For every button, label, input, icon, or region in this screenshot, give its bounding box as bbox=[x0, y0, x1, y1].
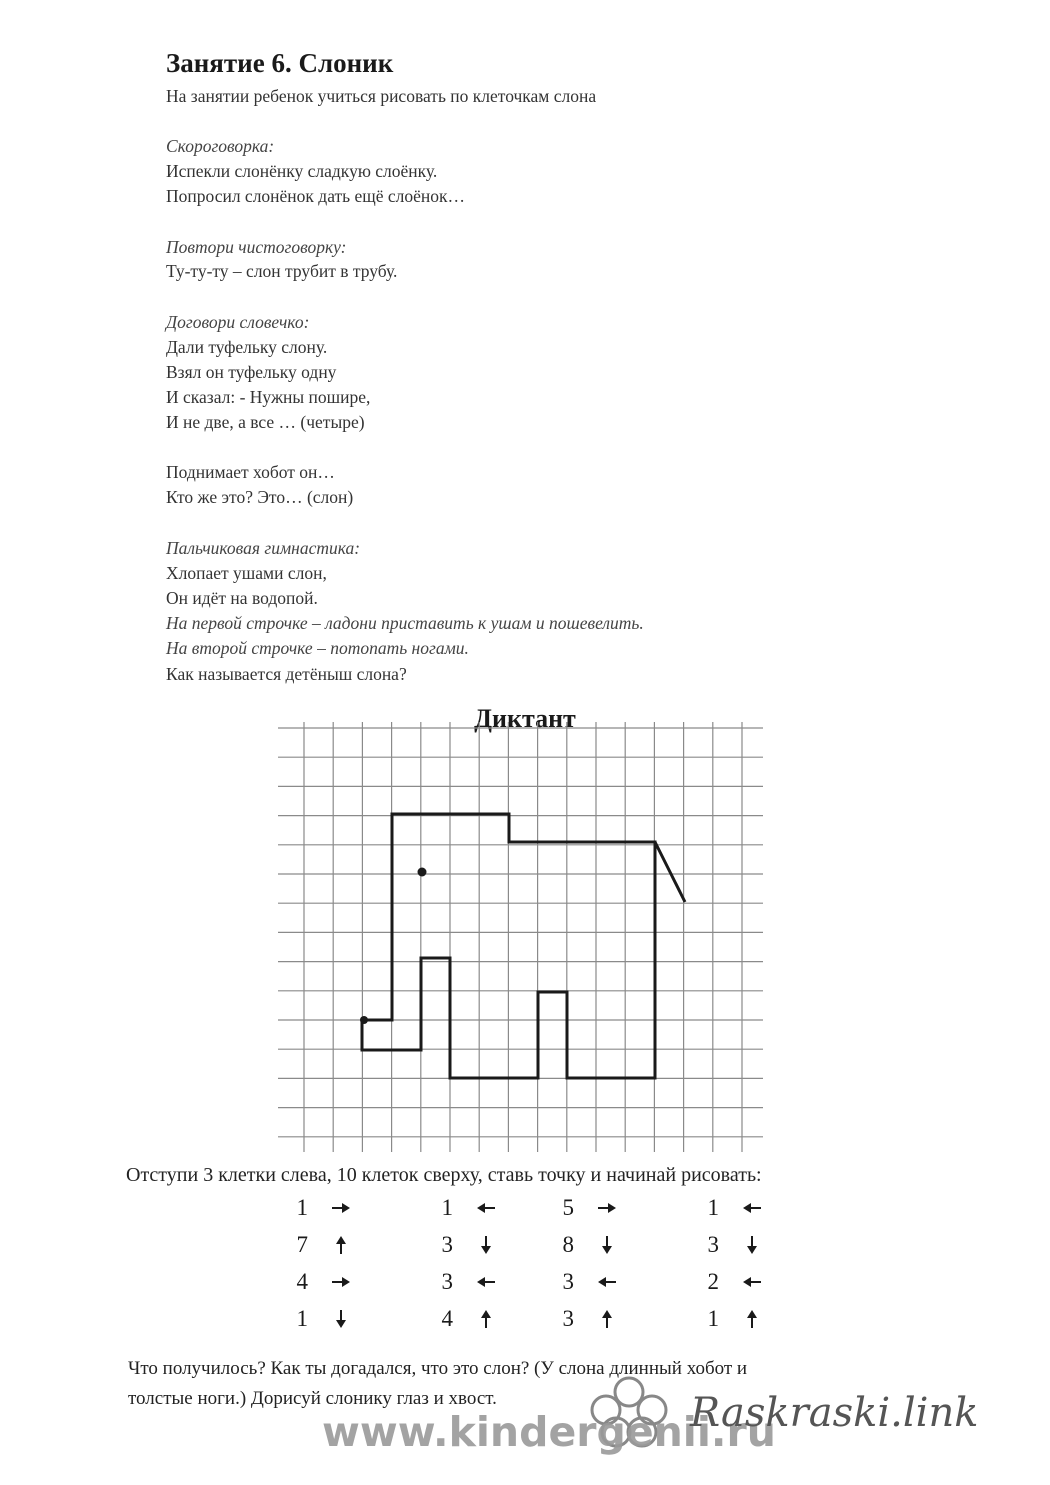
step-count: 3 bbox=[441, 1269, 453, 1294]
dictation-step bbox=[435, 1232, 497, 1258]
riddle-line: Кто же это? Это… (слон) bbox=[166, 487, 354, 507]
riddle-line: Поднимает хобот он… bbox=[166, 462, 335, 482]
dictation-step bbox=[556, 1306, 618, 1332]
arrow-up-icon bbox=[475, 1308, 497, 1330]
arrow-down-icon bbox=[330, 1308, 352, 1330]
dictation-step bbox=[701, 1269, 763, 1295]
lesson-question: Как называется детёныш слона? bbox=[166, 664, 407, 684]
finish-line: Дали туфельку слону. bbox=[166, 337, 328, 357]
dictation-step bbox=[435, 1269, 497, 1295]
tongue-twister-line: Испекли слонёнку сладкую слоёнку. bbox=[166, 161, 438, 181]
dictation-step bbox=[556, 1232, 618, 1258]
lesson-intro: На занятии ребенок учиться рисовать по клеточкам слона bbox=[166, 86, 597, 106]
arrow-left-icon bbox=[596, 1271, 618, 1293]
dictation-step bbox=[556, 1269, 618, 1295]
dictation-step bbox=[290, 1195, 352, 1221]
repeat-line: Ту-ту-ту – слон трубит в трубу. bbox=[166, 261, 398, 281]
arrow-right-icon bbox=[330, 1197, 352, 1219]
arrow-up-icon bbox=[596, 1308, 618, 1330]
finish-line: И сказал: - Нужны пошире, bbox=[166, 387, 371, 407]
dictation-step bbox=[701, 1306, 763, 1332]
step-count: 7 bbox=[296, 1232, 308, 1257]
arrow-down-icon bbox=[741, 1234, 763, 1256]
repeat-label: Повтори чистоговорку: bbox=[166, 237, 347, 257]
step-count: 1 bbox=[296, 1306, 308, 1331]
tongue-twister-label: Скороговорка: bbox=[166, 136, 275, 156]
step-count: 2 bbox=[707, 1269, 719, 1294]
brand-watermark: Raskraski.link bbox=[690, 1390, 979, 1436]
tongue-twister-line: Попросил слонёнок дать ещё слоёнок… bbox=[166, 186, 466, 206]
arrow-up-icon bbox=[330, 1234, 352, 1256]
finger-note: На второй строчке – потопать ногами. bbox=[166, 638, 469, 658]
finish-label: Договори словечко: bbox=[166, 312, 310, 332]
finger-line: Хлопает ушами слон, bbox=[166, 563, 327, 583]
dictation-step bbox=[435, 1195, 497, 1221]
dictation-step bbox=[290, 1306, 352, 1332]
step-count: 8 bbox=[562, 1232, 574, 1257]
finish-line: Взял он туфельку одну bbox=[166, 362, 337, 382]
step-count: 1 bbox=[296, 1195, 308, 1220]
lesson-title: Занятие 6. Слоник bbox=[166, 48, 394, 78]
dictation-step bbox=[290, 1269, 352, 1295]
arrow-up-icon bbox=[741, 1308, 763, 1330]
finger-line: Он идёт на водопой. bbox=[166, 588, 318, 608]
site-watermark: www.kindergenii.ru bbox=[322, 1408, 776, 1456]
step-count: 1 bbox=[441, 1195, 453, 1220]
start-dot bbox=[360, 1016, 368, 1024]
arrow-down-icon bbox=[596, 1234, 618, 1256]
step-count: 1 bbox=[707, 1306, 719, 1331]
followup-line: Что получилось? Как ты догадался, что это слон? (У слона длинный хобот и bbox=[128, 1358, 748, 1379]
step-count: 4 bbox=[296, 1269, 308, 1294]
graph-paper-grid bbox=[278, 722, 768, 1162]
arrow-left-icon bbox=[741, 1197, 763, 1219]
dictation-step bbox=[701, 1195, 763, 1221]
arrow-right-icon bbox=[330, 1271, 352, 1293]
grid-lines bbox=[278, 722, 763, 1152]
step-count: 5 bbox=[562, 1195, 574, 1220]
finger-note: На первой строчке – ладони приставить к ушам и пошевелить. bbox=[166, 613, 644, 633]
elephant-eye-dot bbox=[418, 868, 427, 877]
arrow-left-icon bbox=[741, 1271, 763, 1293]
finish-line: И не две, а все … (четыре) bbox=[166, 412, 365, 432]
dictation-step bbox=[556, 1195, 618, 1221]
step-count: 3 bbox=[441, 1232, 453, 1257]
followup-line: толстые ноги.) Дорисуй слонику глаз и хвост. bbox=[128, 1388, 497, 1409]
dictation-step bbox=[435, 1306, 497, 1332]
arrow-left-icon bbox=[475, 1271, 497, 1293]
arrow-right-icon bbox=[596, 1197, 618, 1219]
step-count: 3 bbox=[707, 1232, 719, 1257]
dictation-instruction: Отступи 3 клетки слева, 10 клеток сверху, ставь точку и начинай рисовать: bbox=[126, 1164, 762, 1186]
elephant-trunk bbox=[655, 842, 685, 902]
step-count: 3 bbox=[562, 1306, 574, 1331]
dictation-title: Диктант bbox=[474, 704, 576, 733]
dictation-step bbox=[290, 1232, 352, 1258]
step-count: 1 bbox=[707, 1195, 719, 1220]
arrow-left-icon bbox=[475, 1197, 497, 1219]
step-count: 3 bbox=[562, 1269, 574, 1294]
dictation-step bbox=[701, 1232, 763, 1258]
finger-label: Пальчиковая гимнастика: bbox=[166, 538, 361, 558]
step-count: 4 bbox=[441, 1306, 453, 1331]
arrow-down-icon bbox=[475, 1234, 497, 1256]
